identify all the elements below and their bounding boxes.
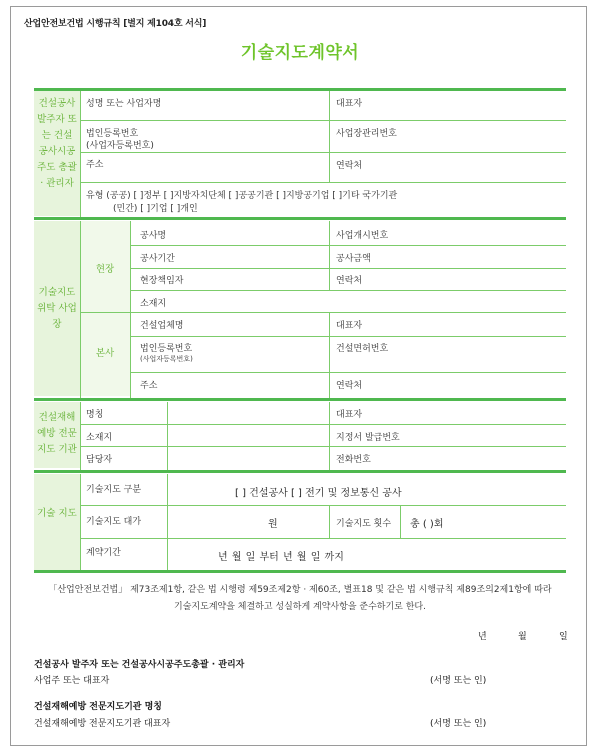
- rule: [80, 446, 566, 447]
- hq-contact-label: 연락처: [336, 381, 363, 391]
- rule: [34, 470, 566, 473]
- rule: [130, 372, 566, 373]
- rule: [329, 91, 330, 182]
- rule: [80, 402, 81, 470]
- section2-label: 기술지도 위탁 사업장: [37, 287, 77, 330]
- date-year: 년: [478, 632, 487, 642]
- hq-corp-no-label: 법인등록번호: [140, 344, 193, 354]
- site-start-no-label: 사업개시번호: [336, 231, 389, 241]
- rule: [34, 217, 566, 220]
- rule: [34, 88, 566, 91]
- client-corp-no-sub: (사업자등록번호): [86, 141, 154, 151]
- site-location-label: 소재지: [140, 299, 167, 309]
- contract-term-value: 년 월 일 부터 년 월 일 까지: [218, 552, 344, 563]
- sign1-title: 건설공사 발주자 또는 건설공사시공주도총괄 · 관리자: [34, 660, 245, 670]
- agency-phone-label: 전화번호: [336, 455, 371, 465]
- client-address-label: 주소: [86, 160, 104, 170]
- agency-rep-label: 대표자: [336, 410, 363, 420]
- sign2-title: 건설재해예방 전문지도기관 명칭: [34, 702, 162, 712]
- rule: [329, 505, 330, 538]
- rule: [80, 312, 566, 313]
- hq-address-label: 주소: [140, 381, 158, 391]
- client-name-label: 성명 또는 사업자명: [86, 99, 162, 109]
- hq-corp-no-sub: (사업자등록번호): [140, 355, 193, 363]
- form-header: 산업안전보건법 시행규칙 [별지 제104호 서식]: [24, 19, 207, 29]
- hq-company-label: 건설업체명: [140, 321, 184, 331]
- guidance-category-label: 기술지도 구분: [86, 485, 142, 495]
- site-manager-label: 현장책임자: [140, 276, 184, 286]
- hq-label: 본사: [95, 348, 115, 359]
- section2-subband: [80, 221, 130, 396]
- rule: [80, 221, 81, 398]
- sign2-mark: (서명 또는 인): [430, 719, 487, 729]
- statement-line1: 「산업안전보건법」 제73조제1항, 같은 법 시행령 제59조제2항 · 제60조, 별표18 및 같은 법 시행규칙 제89조의2제1항에 따라: [48, 585, 552, 595]
- rule: [130, 221, 131, 398]
- rule: [130, 290, 566, 291]
- guidance-count-label: 기술지도 횟수: [336, 519, 392, 529]
- agency-location-label: 소재지: [86, 433, 113, 443]
- rule: [80, 120, 566, 121]
- rule: [80, 538, 566, 539]
- rule: [80, 474, 81, 570]
- rule: [80, 424, 566, 425]
- site-name-label: 공사명: [140, 231, 167, 241]
- site-amount-label: 공사금액: [336, 254, 371, 264]
- client-contact-label: 연락처: [336, 161, 363, 171]
- site-period-label: 공사기간: [140, 254, 175, 264]
- rule: [130, 336, 566, 337]
- sign2-sub: 건설재해예방 전문지도기관 대표자: [34, 719, 171, 729]
- client-corp-no-label: 법인등록번호: [86, 129, 139, 139]
- agency-name-label: 명칭: [86, 410, 104, 420]
- sign1-mark: (서명 또는 인): [430, 676, 487, 686]
- guidance-fee-value: 원: [268, 519, 278, 530]
- rule: [34, 570, 566, 573]
- client-type-line2: (민간) [ ]기업 [ ]개인: [113, 204, 198, 214]
- rule: [130, 245, 566, 246]
- contract-term-label: 계약기간: [86, 548, 121, 558]
- rule: [80, 91, 81, 217]
- rule: [329, 221, 330, 290]
- rule: [167, 402, 168, 470]
- agency-cert-no-label: 지정서 발급번호: [336, 433, 400, 443]
- date-month: 월: [518, 632, 527, 642]
- rule: [329, 402, 330, 470]
- rule: [130, 268, 566, 269]
- client-type-line1: 유형 (공공) [ ]정부 [ ]지방자치단체 [ ]공공기관 [ ]지방공기업 [ ]기타 국가기관: [86, 191, 398, 201]
- rule: [80, 152, 566, 153]
- sign1-sub: 사업주 또는 대표자: [34, 676, 110, 686]
- rule: [80, 505, 566, 506]
- guidance-category-value: [ ] 건설공사 [ ] 전기 및 정보통신 공사: [235, 488, 402, 499]
- form-title: 기술지도계약서: [240, 43, 360, 63]
- guidance-count-value: 총 ( )회: [410, 519, 444, 530]
- hq-license-label: 건설면허번호: [336, 344, 389, 354]
- rule: [400, 505, 401, 538]
- rule: [80, 182, 566, 183]
- section4-band: [34, 474, 80, 571]
- section3-label: 건설재해 예방 전문 지도 기관: [37, 412, 77, 455]
- site-contact-label: 연락처: [336, 276, 363, 286]
- section4-label: 기술 지도: [37, 508, 77, 519]
- agency-person-label: 담당자: [86, 455, 113, 465]
- client-site-mgmt-no-label: 사업장관리번호: [336, 129, 397, 139]
- date-day: 일: [559, 632, 568, 642]
- rule: [167, 474, 168, 570]
- guidance-fee-label: 기술지도 대가: [86, 517, 142, 527]
- rule: [329, 312, 330, 398]
- rule: [34, 398, 566, 401]
- hq-rep-label: 대표자: [336, 321, 363, 331]
- section1-label: 건설공사 발주자 또는 건설 공사시공 주도 총괄· 관리자: [37, 98, 77, 189]
- statement-line2: 기술지도계약을 체결하고 성실하게 계약사항을 준수하기로 한다.: [174, 602, 426, 612]
- site-label: 현장: [95, 264, 115, 275]
- client-rep-label: 대표자: [336, 99, 363, 109]
